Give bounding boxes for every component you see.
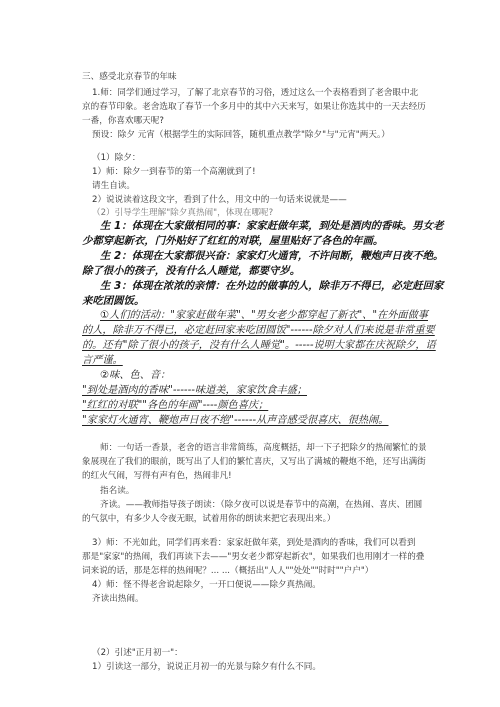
teacher-summary-cont: 的红火气闹，写得有声有色，热闹非凡! bbox=[82, 471, 232, 481]
paragraph-line: 京的春节印象。老舍选取了春节一个多月中的其中六天来写，如果让你选其中的一天去经历 bbox=[82, 102, 426, 112]
teacher-line-3: 3）师：不光如此，同学们再来看：家家赶做年菜，到处是酒肉的香味，我们可以看到 bbox=[92, 538, 416, 548]
analysis-2-heading: ②味、色、音： bbox=[100, 370, 171, 381]
guide-line: （2）引导学生理解"除夕真热闹"，体现在哪呢? bbox=[92, 208, 274, 218]
teacher-line: 1）师：除夕一到春节的第一个高潮就到了! bbox=[92, 167, 256, 177]
student-answer-3: 生 3：体现在浓浓的亲情：在外边的做事的人，除非万不得已，必定赶回家 bbox=[100, 280, 444, 292]
analysis-2-line: "红红的对联""各色的年画"----颜色喜庆； bbox=[82, 400, 269, 411]
group-read-line: 齐读。——教师指导孩子朗读：（除夕夜可以说是春节中的高潮，在热闹、喜庆、团圆 bbox=[100, 500, 423, 510]
zhengyue-heading: （2）引述"正月初一"： bbox=[92, 648, 183, 658]
analysis-1-cont: 言严谨。 bbox=[82, 355, 123, 366]
student-answer-2-cont: 除了很小的孩子，没有什么人睡觉，都要守岁。 bbox=[82, 265, 301, 277]
student-answer-3-cont: 来吃团圆饭。 bbox=[82, 295, 145, 307]
teacher-line-3-cont: 那是"家家"的热闹，我们再读下去——"男女老少都穿起新衣"，如果我们也用刚才一样的叠 bbox=[82, 552, 425, 562]
student-answer-1: 生 1：体现在大家做相同的事：家家赶做年菜，到处是酒肉的香味。男女老 bbox=[100, 220, 444, 232]
zhengyue-line-1: 1）引读这一部分，说说正月初一的光景与除夕有什么不同。 bbox=[92, 662, 321, 672]
chuxi-heading: （1）除夕： bbox=[92, 153, 141, 163]
student-answer-1-cont: 少都穿起新衣，门外贴好了红红的对联，屋里贴好了各色的年画。 bbox=[82, 235, 384, 247]
analysis-1-cont: 的人，除非万不得已，必定赶回家来吃团圆饭"------除夕对人们来说是非常重要 bbox=[82, 325, 435, 336]
teacher-summary: 师：一句话一香景，老舍的语言非常简练，高度概括，却一下子把除夕的热闹繁忙的景 bbox=[100, 443, 427, 453]
group-read-cont: 的气氛中，有多少人令夜无眠，试着用你的朗读来把它表现出来。） bbox=[82, 514, 336, 524]
paragraph-line: 一番，你喜欢哪天呢? bbox=[82, 116, 164, 126]
name-read-line: 指名读。 bbox=[100, 486, 135, 496]
analysis-1-cont: 的。还有"除了很小的孩子，没有什么人睡觉"。-----说明大家都在庆祝除夕，语 bbox=[82, 340, 436, 351]
section-title: 三、感受北京春节的年味 bbox=[82, 72, 177, 82]
student-answer-2: 生 2：体现在大家都很兴奋：家家灯火通宵，不许间断，鞭炮声日夜不绝。 bbox=[100, 250, 444, 262]
analysis-1: ①人们的活动："家家赶做年菜"、"男女老少都穿起了新衣"、"在外面做事 bbox=[100, 310, 428, 321]
analysis-2-line: "家家灯火通宵、鞭炮声日夜不绝"------从声音感受很喜庆、很热闹。 bbox=[82, 415, 389, 426]
self-read-line: 请生自读。 bbox=[92, 181, 135, 191]
teacher-summary-cont: 象展现在了我们的眼前，既写出了人们的繁忙喜庆，又写出了满城的鞭炮不绝，还写出满街 bbox=[82, 457, 426, 467]
teacher-line-3-cont: 词来说的话，那是怎样的热闹呢？... ...（概括出"人人""处处""时时""户户"） bbox=[82, 566, 374, 576]
teacher-line-4: 4）师：怪不得老舍说起除夕，一开口便说——除夕真热闹。 bbox=[92, 580, 321, 590]
read-together-line: 齐读出热闹。 bbox=[92, 594, 144, 604]
paragraph-line: 1.师：同学们通过学习，了解了北京春节的习俗，透过这么一个表格看到了老舍眼中北 bbox=[92, 88, 419, 98]
analysis-2-line: "到处是酒肉的香味"------味道美，家家饮食丰盛； bbox=[82, 385, 307, 396]
preset-line: 预设：除夕 元宵（根据学生的实际回答，随机重点教学"除夕"与"元宵"两天。） bbox=[92, 130, 390, 140]
question-line: 2）说说读着这段文字，看到了什么，用文中的一句话来说就是—— bbox=[92, 195, 347, 205]
